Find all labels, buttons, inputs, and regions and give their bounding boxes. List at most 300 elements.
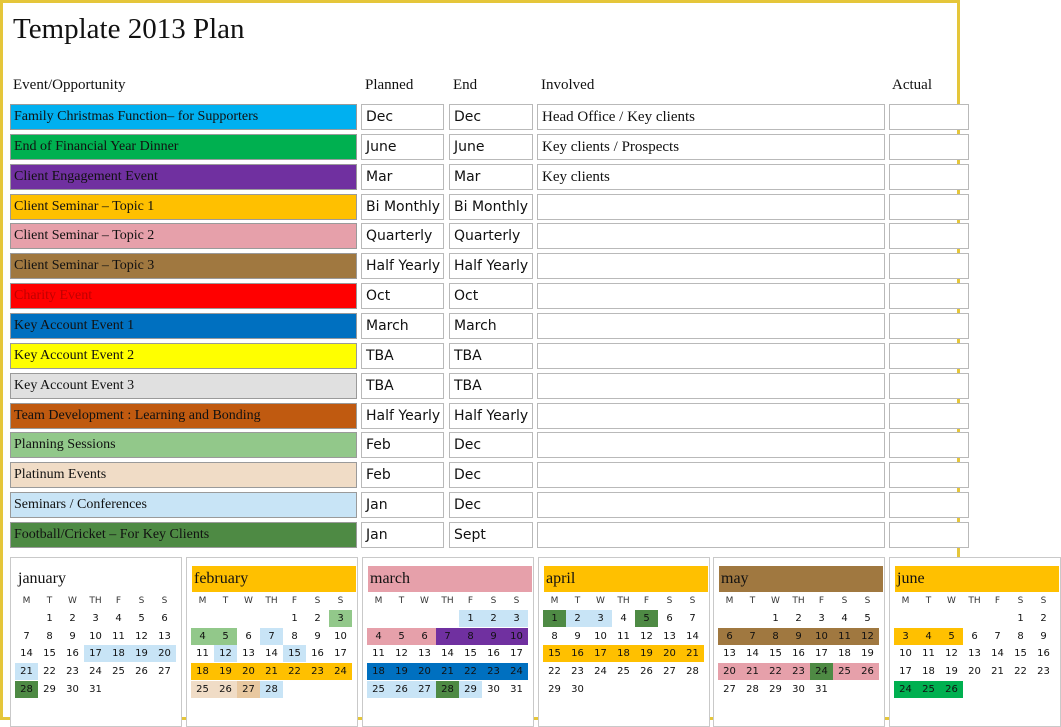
calendar-day[interactable]: 14 xyxy=(20,648,33,660)
calendar-day[interactable]: 5 xyxy=(138,613,145,624)
end-cell[interactable]: June xyxy=(449,134,533,160)
calendar-day[interactable]: 2 xyxy=(795,613,802,624)
weekday-label: T xyxy=(925,596,932,606)
calendar-day[interactable]: 7 xyxy=(260,628,283,645)
calendar-day[interactable]: 29 xyxy=(548,683,561,695)
table-row xyxy=(3,343,963,369)
calendar-day[interactable]: 18 xyxy=(922,666,935,678)
actual-cell[interactable] xyxy=(889,194,969,220)
calendar-day[interactable]: 17 xyxy=(510,648,523,660)
calendar-day[interactable]: 21 xyxy=(15,663,38,680)
calendar-day[interactable]: 31 xyxy=(89,683,102,695)
calendar-day[interactable]: 24 xyxy=(594,666,607,678)
calendar-day[interactable]: 15 xyxy=(43,648,56,660)
page-title: Template 2013 Plan xyxy=(13,13,245,45)
involved-cell[interactable] xyxy=(537,194,885,220)
calendar-day[interactable]: 11 xyxy=(372,648,385,660)
calendar-day[interactable]: 6 xyxy=(971,630,978,642)
calendar-day[interactable]: 19 xyxy=(945,666,958,678)
calendar-day[interactable]: 19 xyxy=(390,663,413,680)
calendar-day[interactable]: 29 xyxy=(769,683,782,695)
calendar-day[interactable]: 14 xyxy=(441,648,454,660)
calendar-day[interactable]: 23 xyxy=(66,666,79,678)
calendar-day[interactable]: 27 xyxy=(158,666,171,678)
end-cell[interactable]: Mar xyxy=(449,164,533,190)
event-name: Key Account Event 3 xyxy=(10,373,357,399)
calendar-day[interactable]: 1 xyxy=(46,613,53,624)
weekday-label: W xyxy=(771,596,780,606)
actual-cell[interactable] xyxy=(889,403,969,429)
calendar-day[interactable]: 6 xyxy=(245,630,252,642)
calendar-day[interactable]: 5 xyxy=(940,628,963,645)
calendar-day[interactable]: 6 xyxy=(666,613,673,624)
calendar-day[interactable]: 26 xyxy=(640,666,653,678)
calendar-day[interactable]: 21 xyxy=(741,663,764,680)
calendar-day[interactable]: 8 xyxy=(291,630,298,642)
month-name: february xyxy=(192,566,356,592)
involved-cell[interactable] xyxy=(537,432,885,458)
end-cell[interactable]: Half Yearly xyxy=(449,403,533,429)
involved-cell[interactable] xyxy=(537,403,885,429)
calendar-day[interactable]: 26 xyxy=(214,681,237,698)
calendar-day[interactable]: 8 xyxy=(551,630,558,642)
weekday-label: T xyxy=(46,596,53,606)
table-row xyxy=(3,104,963,130)
involved-cell[interactable]: Key clients / Prospects xyxy=(537,134,885,160)
planned-cell[interactable]: June xyxy=(361,134,444,160)
table-row xyxy=(3,283,963,309)
calendar-day[interactable]: 23 xyxy=(306,663,329,680)
involved-cell[interactable] xyxy=(537,313,885,339)
calendar-day[interactable]: 28 xyxy=(436,681,459,698)
calendar-day[interactable]: 17 xyxy=(334,648,347,660)
calendar-day[interactable]: 23 xyxy=(1037,666,1050,678)
calendar-day[interactable]: 7 xyxy=(689,613,696,624)
weekday-label: S xyxy=(666,596,673,606)
weekday-label: TH xyxy=(792,596,805,606)
calendar-day[interactable]: 7 xyxy=(741,628,764,645)
calendar-day[interactable]: 9 xyxy=(482,628,505,645)
table-row xyxy=(3,492,963,518)
involved-cell[interactable] xyxy=(537,223,885,249)
calendar-day[interactable]: 5 xyxy=(214,628,237,645)
calendar-day[interactable]: 12 xyxy=(640,630,653,642)
calendar-day[interactable]: 3 xyxy=(329,610,352,627)
weekday-label: M xyxy=(374,596,383,606)
calendar-day[interactable]: 12 xyxy=(214,645,237,662)
calendar-day[interactable]: 10 xyxy=(89,630,102,642)
calendar-day[interactable]: 13 xyxy=(242,648,255,660)
calendar-day[interactable]: 21 xyxy=(436,663,459,680)
calendar-day[interactable]: 13 xyxy=(723,648,736,660)
calendar-day[interactable]: 16 xyxy=(1037,648,1050,660)
calendar-day[interactable]: 25 xyxy=(191,681,214,698)
calendar-day[interactable]: 13 xyxy=(968,648,981,660)
calendar-day[interactable]: 23 xyxy=(482,663,505,680)
planned-cell[interactable]: Jan xyxy=(361,492,444,518)
end-cell[interactable]: Half Yearly xyxy=(449,253,533,279)
calendar-day[interactable]: 12 xyxy=(395,648,408,660)
calendar-day[interactable]: 7 xyxy=(23,630,30,642)
calendar-day[interactable]: 25 xyxy=(112,666,125,678)
calendar-day[interactable]: 17 xyxy=(899,666,912,678)
calendar-day[interactable]: 8 xyxy=(46,630,53,642)
calendar-day[interactable]: 24 xyxy=(329,663,352,680)
calendar-day[interactable]: 25 xyxy=(617,666,630,678)
calendar-day[interactable]: 27 xyxy=(663,666,676,678)
planned-cell[interactable]: Bi Monthly xyxy=(361,194,444,220)
event-name: Client Seminar – Topic 3 xyxy=(10,253,357,279)
calendar-day[interactable]: 15 xyxy=(283,645,306,662)
weekday-label: M xyxy=(198,596,207,606)
calendar-day[interactable]: 31 xyxy=(815,683,828,695)
calendar-day[interactable]: 27 xyxy=(237,681,260,698)
calendar-day[interactable]: 4 xyxy=(620,613,627,624)
table-row xyxy=(3,373,963,399)
weekday-label: T xyxy=(222,596,229,606)
calendar-day[interactable]: 20 xyxy=(968,666,981,678)
calendar-day[interactable]: 27 xyxy=(413,681,436,698)
actual-cell[interactable] xyxy=(889,134,969,160)
month-name: may xyxy=(719,566,883,592)
calendar-day[interactable]: 7 xyxy=(436,628,459,645)
actual-cell[interactable] xyxy=(889,432,969,458)
calendar-day[interactable]: 9 xyxy=(574,630,581,642)
weekday-label: W xyxy=(244,596,253,606)
involved-cell[interactable] xyxy=(537,522,885,548)
involved-cell[interactable] xyxy=(537,492,885,518)
calendar-day[interactable]: 13 xyxy=(418,648,431,660)
calendar-day[interactable]: 20 xyxy=(413,663,436,680)
weekday-label: F xyxy=(291,596,298,606)
calendar-day[interactable]: 9 xyxy=(787,628,810,645)
calendar-day[interactable]: 21 xyxy=(681,645,704,662)
calendar-day[interactable]: 30 xyxy=(571,683,584,695)
calendar-day[interactable]: 19 xyxy=(214,663,237,680)
calendar-day[interactable]: 9 xyxy=(69,630,76,642)
calendar-day[interactable]: 26 xyxy=(856,663,879,680)
calendar-day[interactable]: 30 xyxy=(487,683,500,695)
end-cell[interactable]: Dec xyxy=(449,492,533,518)
calendar-day[interactable]: 13 xyxy=(663,630,676,642)
calendar-month xyxy=(186,557,358,727)
calendar-day[interactable]: 15 xyxy=(464,648,477,660)
calendar-day[interactable]: 5 xyxy=(390,628,413,645)
involved-cell[interactable] xyxy=(537,462,885,488)
calendar-day[interactable]: 2 xyxy=(1040,613,1047,624)
calendar-day[interactable]: 16 xyxy=(566,645,589,662)
end-cell[interactable]: TBA xyxy=(449,373,533,399)
planned-cell[interactable]: Dec xyxy=(361,104,444,130)
end-cell[interactable]: Dec xyxy=(449,432,533,458)
calendar-day[interactable]: 4 xyxy=(115,613,122,624)
calendar-day[interactable]: 18 xyxy=(107,645,130,662)
calendar-day[interactable]: 3 xyxy=(589,610,612,627)
calendar-day[interactable]: 8 xyxy=(1017,630,1024,642)
table-row xyxy=(3,164,963,190)
calendar-day[interactable]: 26 xyxy=(390,681,413,698)
event-name: Client Engagement Event xyxy=(10,164,357,190)
weekday-label: W xyxy=(420,596,429,606)
calendar-day[interactable]: 28 xyxy=(746,683,759,695)
planned-cell[interactable]: Half Yearly xyxy=(361,403,444,429)
calendar-day[interactable]: 3 xyxy=(818,613,825,624)
calendar-day[interactable]: 15 xyxy=(1014,648,1027,660)
planned-cell[interactable]: TBA xyxy=(361,373,444,399)
calendar-day[interactable]: 29 xyxy=(459,681,482,698)
header-actual: Actual xyxy=(892,77,932,93)
end-cell[interactable]: Bi Monthly xyxy=(449,194,533,220)
involved-cell[interactable]: Key clients xyxy=(537,164,885,190)
calendar-day[interactable]: 2 xyxy=(69,613,76,624)
calendar-day[interactable]: 24 xyxy=(894,681,917,698)
calendar-day[interactable]: 20 xyxy=(718,663,741,680)
calendar-day[interactable]: 11 xyxy=(617,630,630,642)
calendar-day[interactable]: 27 xyxy=(723,683,736,695)
calendar-day[interactable]: 31 xyxy=(510,683,523,695)
weekday-label: S xyxy=(1040,596,1047,606)
calendar-day[interactable]: 5 xyxy=(864,613,871,624)
calendar-day[interactable]: 28 xyxy=(686,666,699,678)
actual-cell[interactable] xyxy=(889,313,969,339)
calendar-day[interactable]: 8 xyxy=(764,628,787,645)
calendar-day[interactable]: 11 xyxy=(112,630,125,642)
calendar-month xyxy=(889,557,1061,727)
calendar-day[interactable]: 8 xyxy=(459,628,482,645)
table-row xyxy=(3,522,963,548)
planned-cell[interactable]: Half Yearly xyxy=(361,253,444,279)
actual-cell[interactable] xyxy=(889,253,969,279)
calendar-day[interactable]: 14 xyxy=(746,648,759,660)
calendar-month xyxy=(538,557,710,727)
calendar-day[interactable]: 12 xyxy=(856,628,879,645)
header-end: End xyxy=(453,77,478,93)
table-row xyxy=(3,223,963,249)
weekday-label: W xyxy=(596,596,605,606)
header-involved: Involved xyxy=(541,77,595,93)
calendar-day[interactable]: 16 xyxy=(66,648,79,660)
involved-cell[interactable] xyxy=(537,253,885,279)
calendar-day[interactable]: 21 xyxy=(991,666,1004,678)
calendar-day[interactable]: 5 xyxy=(635,610,658,627)
calendar-day[interactable]: 25 xyxy=(917,681,940,698)
weekday-label: S xyxy=(513,596,520,606)
calendar-day[interactable]: 1 xyxy=(291,613,298,624)
event-name: Client Seminar – Topic 2 xyxy=(10,223,357,249)
calendar-day[interactable]: 17 xyxy=(589,645,612,662)
calendar-day[interactable]: 30 xyxy=(792,683,805,695)
calendar-day[interactable]: 22 xyxy=(283,663,306,680)
calendar-day[interactable]: 17 xyxy=(84,645,107,662)
weekday-label: S xyxy=(337,596,344,606)
planned-cell[interactable]: Mar xyxy=(361,164,444,190)
calendar-day[interactable]: 12 xyxy=(945,648,958,660)
event-name: Planning Sessions xyxy=(10,432,357,458)
calendar-day[interactable]: 25 xyxy=(367,681,390,698)
calendar-day[interactable]: 19 xyxy=(861,648,874,660)
calendar-day[interactable]: 12 xyxy=(135,630,148,642)
calendar-day[interactable]: 4 xyxy=(367,628,390,645)
calendar-day[interactable]: 23 xyxy=(787,663,810,680)
planned-cell[interactable]: TBA xyxy=(361,343,444,369)
end-cell[interactable]: Sept xyxy=(449,522,533,548)
event-name: Key Account Event 2 xyxy=(10,343,357,369)
calendar-month xyxy=(10,557,182,727)
calendar-day[interactable]: 15 xyxy=(769,648,782,660)
weekday-label: S xyxy=(490,596,497,606)
calendar-day[interactable]: 17 xyxy=(815,648,828,660)
planned-cell[interactable]: March xyxy=(361,313,444,339)
weekday-label: F xyxy=(115,596,122,606)
table-row xyxy=(3,462,963,488)
calendar-day[interactable]: 30 xyxy=(66,683,79,695)
calendar-day[interactable]: 24 xyxy=(505,663,528,680)
calendar-day[interactable]: 29 xyxy=(43,683,56,695)
table-row xyxy=(3,432,963,458)
planned-cell[interactable]: Feb xyxy=(361,432,444,458)
weekday-label: M xyxy=(550,596,559,606)
calendar-day[interactable]: 3 xyxy=(505,610,528,627)
end-cell[interactable]: Oct xyxy=(449,283,533,309)
weekday-label: TH xyxy=(968,596,981,606)
calendar-day[interactable]: 9 xyxy=(1040,630,1047,642)
weekday-label: S xyxy=(864,596,871,606)
weekday-label: TH xyxy=(265,596,278,606)
calendar-day[interactable]: 22 xyxy=(459,663,482,680)
actual-cell[interactable] xyxy=(889,373,969,399)
calendar-day[interactable]: 26 xyxy=(940,681,963,698)
end-cell[interactable]: TBA xyxy=(449,343,533,369)
calendar-day[interactable]: 20 xyxy=(658,645,681,662)
calendar-day[interactable]: 10 xyxy=(505,628,528,645)
calendar-day[interactable]: 18 xyxy=(612,645,635,662)
calendar-day[interactable]: 9 xyxy=(314,630,321,642)
calendar-day[interactable]: 26 xyxy=(135,666,148,678)
planned-cell[interactable]: Oct xyxy=(361,283,444,309)
calendar-day[interactable]: 6 xyxy=(718,628,741,645)
actual-cell[interactable] xyxy=(889,522,969,548)
weekday-label: S xyxy=(314,596,321,606)
involved-cell[interactable] xyxy=(537,373,885,399)
calendar-day[interactable]: 21 xyxy=(260,663,283,680)
weekday-label: T xyxy=(574,596,581,606)
calendar-day[interactable]: 14 xyxy=(991,648,1004,660)
table-row xyxy=(3,403,963,429)
weekday-label: S xyxy=(138,596,145,606)
weekday-label: M xyxy=(725,596,734,606)
calendar-day[interactable]: 2 xyxy=(314,613,321,624)
calendar-day[interactable]: 20 xyxy=(237,663,260,680)
calendar-day[interactable]: 25 xyxy=(833,663,856,680)
involved-cell[interactable] xyxy=(537,283,885,309)
month-name: january xyxy=(16,566,180,592)
actual-cell[interactable] xyxy=(889,462,969,488)
actual-cell[interactable] xyxy=(889,492,969,518)
involved-cell[interactable]: Head Office / Key clients xyxy=(537,104,885,130)
calendar-day[interactable]: 3 xyxy=(894,628,917,645)
calendar-day[interactable]: 11 xyxy=(833,628,856,645)
calendar-day[interactable]: 14 xyxy=(265,648,278,660)
calendar-day[interactable]: 4 xyxy=(917,628,940,645)
calendar-day[interactable]: 10 xyxy=(810,628,833,645)
actual-cell[interactable] xyxy=(889,223,969,249)
calendar-day[interactable]: 2 xyxy=(482,610,505,627)
calendar-day[interactable]: 19 xyxy=(130,645,153,662)
event-name: Charity Event xyxy=(10,283,357,309)
end-cell[interactable]: Quarterly xyxy=(449,223,533,249)
actual-cell[interactable] xyxy=(889,283,969,309)
calendar-day[interactable]: 14 xyxy=(686,630,699,642)
end-cell[interactable]: Dec xyxy=(449,462,533,488)
calendar-day[interactable]: 18 xyxy=(838,648,851,660)
calendar-day[interactable]: 3 xyxy=(92,613,99,624)
calendar-day[interactable]: 1 xyxy=(772,613,779,624)
calendar-day[interactable]: 10 xyxy=(899,648,912,660)
planned-cell[interactable]: Feb xyxy=(361,462,444,488)
calendar-day[interactable]: 24 xyxy=(89,666,102,678)
calendar-day[interactable]: 7 xyxy=(994,630,1001,642)
weekday-label: TH xyxy=(441,596,454,606)
calendar-day[interactable]: 22 xyxy=(764,663,787,680)
calendar-day[interactable]: 10 xyxy=(594,630,607,642)
involved-cell[interactable] xyxy=(537,343,885,369)
weekday-label: S xyxy=(841,596,848,606)
calendar-day[interactable]: 22 xyxy=(43,666,56,678)
actual-cell[interactable] xyxy=(889,164,969,190)
calendar-day[interactable]: 22 xyxy=(548,666,561,678)
calendar-day[interactable]: 1 xyxy=(459,610,482,627)
calendar-day[interactable]: 11 xyxy=(922,648,935,660)
event-name: Client Seminar – Topic 1 xyxy=(10,194,357,220)
planned-cell[interactable]: Quarterly xyxy=(361,223,444,249)
calendar-day[interactable]: 1 xyxy=(543,610,566,627)
event-name: Family Christmas Function– for Supporters xyxy=(10,104,357,130)
calendar-month xyxy=(362,557,534,727)
calendar-day[interactable]: 11 xyxy=(196,648,209,660)
end-cell[interactable]: March xyxy=(449,313,533,339)
calendar-day[interactable]: 16 xyxy=(487,648,500,660)
calendar-day[interactable]: 4 xyxy=(841,613,848,624)
actual-cell[interactable] xyxy=(889,343,969,369)
weekday-label: F xyxy=(467,596,474,606)
calendar-day[interactable]: 10 xyxy=(334,630,347,642)
header-event: Event/Opportunity xyxy=(13,77,126,93)
planned-cell[interactable]: Jan xyxy=(361,522,444,548)
actual-cell[interactable] xyxy=(889,104,969,130)
calendar-day[interactable]: 16 xyxy=(311,648,324,660)
calendar-day[interactable]: 19 xyxy=(635,645,658,662)
month-name: june xyxy=(895,566,1059,592)
end-cell[interactable]: Dec xyxy=(449,104,533,130)
calendar-day[interactable]: 28 xyxy=(260,681,283,698)
calendar-day[interactable]: 15 xyxy=(543,645,566,662)
calendar-day[interactable]: 23 xyxy=(571,666,584,678)
calendar-day[interactable]: 2 xyxy=(566,610,589,627)
calendar-day[interactable]: 1 xyxy=(1017,613,1024,624)
calendar-day[interactable]: 6 xyxy=(161,613,168,624)
calendar-day[interactable]: 4 xyxy=(191,628,214,645)
calendar-day[interactable]: 16 xyxy=(792,648,805,660)
weekday-label: F xyxy=(643,596,650,606)
calendar-day[interactable]: 20 xyxy=(153,645,176,662)
calendar-day[interactable]: 13 xyxy=(158,630,171,642)
calendar-day[interactable]: 6 xyxy=(413,628,436,645)
calendar-day[interactable]: 22 xyxy=(1014,666,1027,678)
calendar-day[interactable]: 28 xyxy=(15,681,38,698)
calendar-day[interactable]: 18 xyxy=(191,663,214,680)
calendar-day[interactable]: 24 xyxy=(810,663,833,680)
calendar-day[interactable]: 18 xyxy=(367,663,390,680)
